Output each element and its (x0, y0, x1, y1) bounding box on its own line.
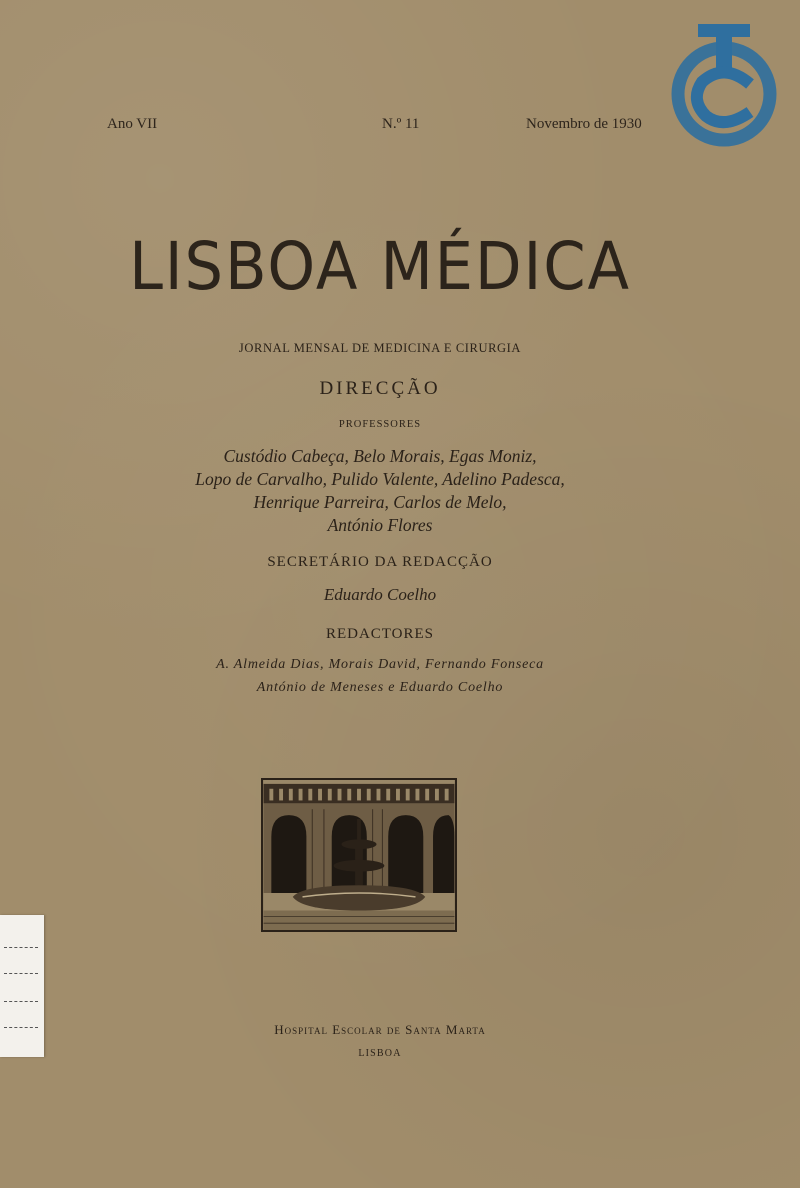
label-line (4, 947, 38, 948)
secretario-name: Eduardo Coelho (323, 585, 437, 604)
institution-name: Hospital Escolar de Santa Marta (274, 1022, 486, 1037)
issue-date: Novembro de 1930 (526, 116, 642, 132)
professor-line: Custódio Cabeça, Belo Morais, Egas Moniz, (223, 446, 537, 466)
label-line (4, 1001, 38, 1002)
redactores-line: António de Meneses e Eduardo Coelho (256, 680, 504, 695)
redactores-heading: REDACTORES (325, 626, 435, 642)
label-line (4, 1027, 38, 1028)
secretario-heading: SECRETÁRIO DA REDACÇÃO (267, 554, 493, 570)
label-line (4, 973, 38, 974)
professores-label: PROFESSORES (338, 419, 422, 430)
year-label: Ano VII (107, 116, 158, 132)
professor-line: António Flores (327, 515, 433, 535)
journal-subtitle: JORNAL MENSAL DE MEDICINA E CIRURGIA (238, 341, 522, 355)
library-stamp-icon (668, 22, 780, 150)
professor-line: Lopo de Carvalho, Pulido Valente, Adelino Padesca, (195, 469, 565, 489)
library-shelf-label (0, 915, 44, 1057)
cloister-engraving (261, 778, 457, 932)
redactores-line: A. Almeida Dias, Morais David, Fernando Fonseca (216, 657, 544, 672)
city-name: LISBOA (358, 1048, 402, 1059)
journal-title: LISBOA MÉDICA (129, 228, 631, 305)
issue-number: N.º 11 (382, 116, 420, 132)
direccao-heading: DIRECÇÃO (319, 378, 441, 399)
professor-line: Henrique Parreira, Carlos de Melo, (253, 492, 507, 512)
